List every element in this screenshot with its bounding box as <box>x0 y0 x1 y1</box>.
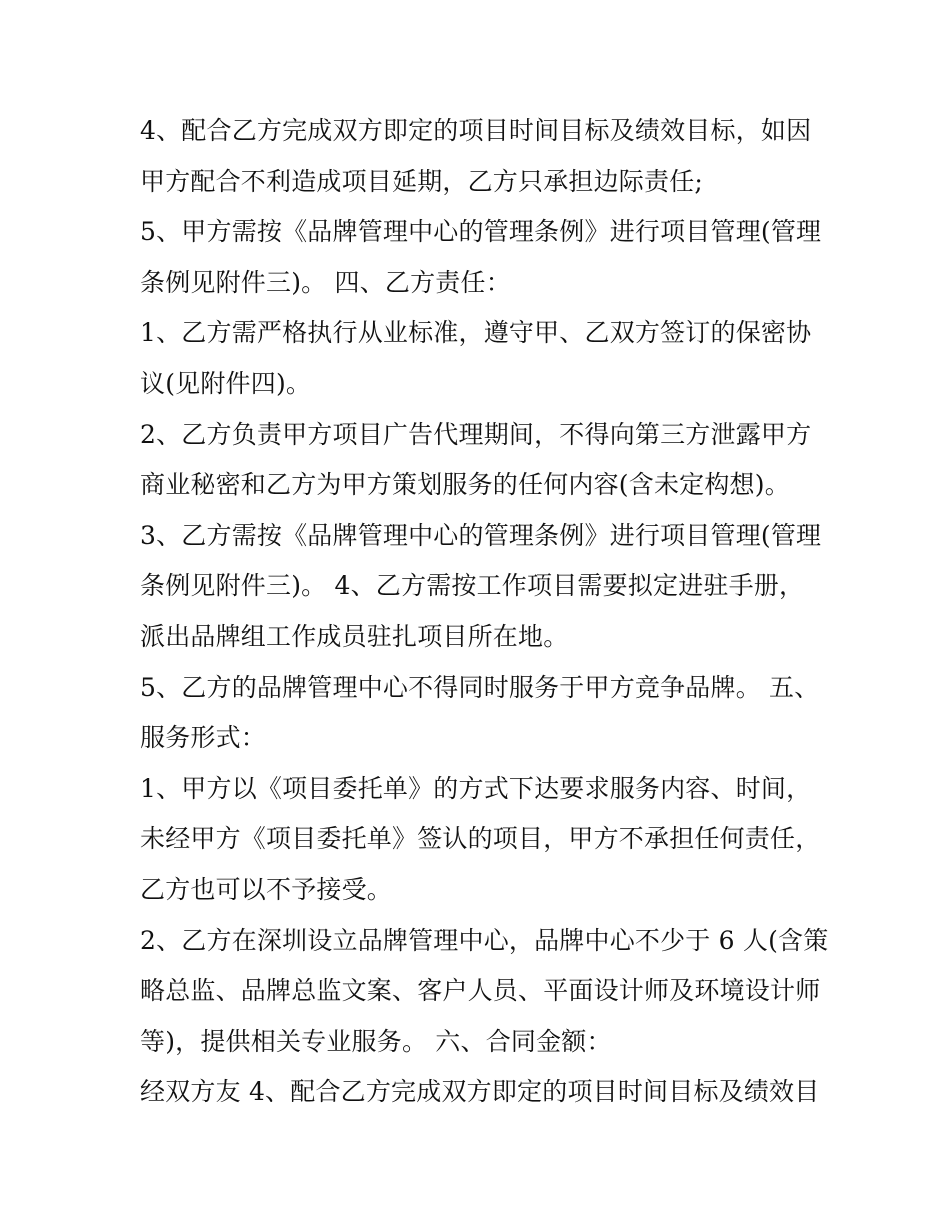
text-line: 略总监、品牌总监文案、客户人员、平面设计师及环境设计师 <box>140 976 821 1006</box>
text-line: 服务形式： <box>140 723 267 753</box>
text-line: 1、甲方以《项目委托单》的方式下达要求服务内容、时间， <box>140 773 812 803</box>
text-line: 经双方友 4、配合乙方完成双方即定的项目时间目标及绩效目 <box>140 1077 820 1107</box>
text-line: 4、配合乙方完成双方即定的项目时间目标及绩效目标，如因 <box>140 116 812 145</box>
text-line: 未经甲方《项目委托单》签认的项目，甲方不承担任何责任， <box>140 824 821 854</box>
text-line: 5、甲方需按《品牌管理中心的管理条例》进行项目管理(管理 <box>140 217 822 247</box>
text-line: 派出品牌组工作成员驻扎项目所在地。 <box>140 621 569 651</box>
text-line: 条例见附件三)。 四、乙方责任： <box>140 267 511 297</box>
text-line: 3、乙方需按《品牌管理中心的管理条例》进行项目管理(管理 <box>140 520 822 550</box>
text-line: 5、乙方的品牌管理中心不得同时服务于甲方竞争品牌。 五、 <box>140 672 820 702</box>
text-line: 议(见附件四)。 <box>140 368 312 398</box>
text-line: 2、乙方在深圳设立品牌管理中心，品牌中心不少于 6 人(含策 <box>140 925 829 955</box>
text-line: 1、乙方需严格执行从业标准，遵守甲、乙双方签订的保密协 <box>140 318 812 348</box>
text-line: 乙方也可以不予接受。 <box>140 874 393 904</box>
text-line: 2、乙方负责甲方项目广告代理期间，不得向第三方泄露甲方 <box>140 419 812 449</box>
text-line: 等)，提供相关专业服务。 六、合同金额： <box>140 1026 612 1056</box>
text-line: 甲方配合不利造成项目延期，乙方只承担边际责任; <box>140 166 704 196</box>
document-page <box>140 106 830 1118</box>
text-line: 商业秘密和乙方为甲方策划服务的任何内容(含未定构想)。 <box>140 470 790 500</box>
text-line: 条例见附件三)。 4、乙方需按工作项目需要拟定进驻手册， <box>140 571 805 601</box>
